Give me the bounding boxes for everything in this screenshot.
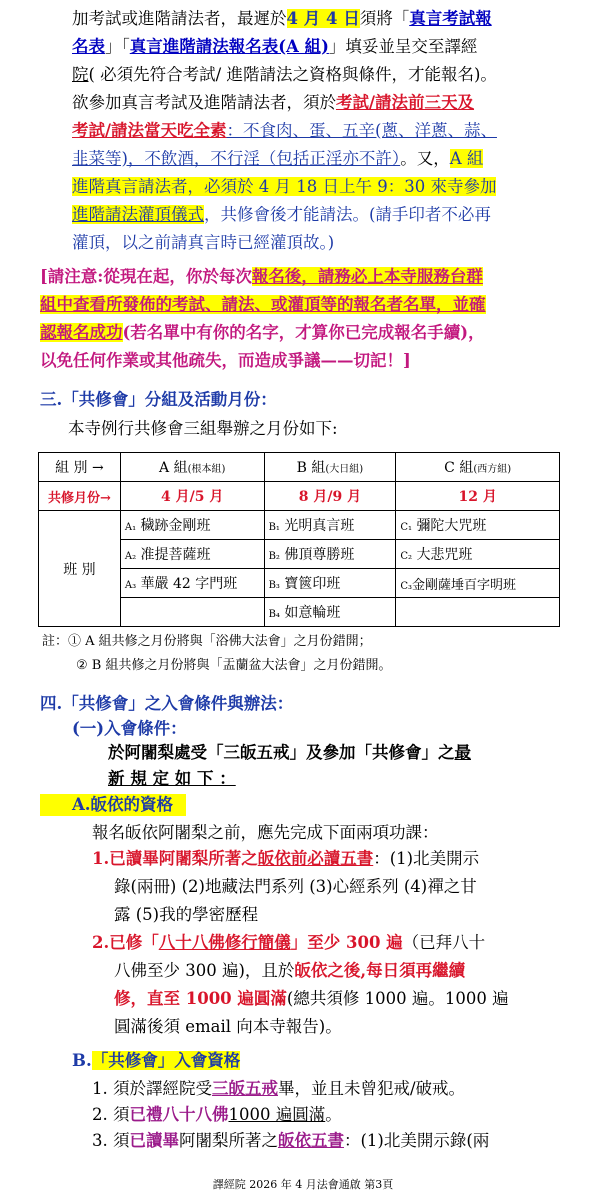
A1-line3: 露 (5)我的學密歷程 — [114, 905, 259, 924]
text: 」填妥並呈交至譯經 — [328, 37, 478, 56]
code: B₃ — [268, 580, 280, 591]
cell-b4 — [264, 598, 396, 627]
notice-line2 — [40, 294, 486, 316]
code: A₁ — [124, 522, 137, 533]
cell-b1 — [264, 511, 396, 540]
A-intro: 報名皈依阿闍梨之前，應先完成下面兩項功課： — [92, 823, 439, 842]
class-label: 班 別 — [39, 511, 121, 627]
text: 已禮八十八佛 — [129, 1105, 229, 1124]
month-b: 8 月/9 月 — [264, 482, 396, 511]
text: 准提菩薩班 — [140, 547, 211, 563]
group-schedule-table — [38, 452, 560, 627]
vegetarian-requirement-a: 考試/請法前三天及 — [336, 93, 475, 112]
text: 「共修會」入會資格 — [91, 1051, 241, 1070]
A-title — [40, 794, 186, 816]
text: 八佛至少 300 遍)，且於 — [114, 961, 295, 980]
form-name-1a: 真言考試報 — [409, 9, 492, 28]
B1-line — [92, 1078, 465, 1100]
code: C₁ — [400, 522, 412, 533]
para1-line4 — [72, 92, 474, 114]
code: B₂ — [268, 551, 280, 562]
text: 組中查看所發佈的考試、請法、或灌頂等的報名者名單，並確 — [40, 295, 486, 314]
text: ，共修會後才能請法。(請手印者不必再 — [204, 205, 491, 224]
text: 華嚴 42 字門班 — [140, 576, 238, 592]
month-c: 12 月 — [396, 482, 560, 511]
cell-a1 — [120, 511, 264, 540]
text: 四. — [40, 694, 63, 713]
group-a-label: A 組 — [449, 149, 484, 168]
text: 於阿闍梨處受「三皈五戒」及參加「共修會」之 — [108, 743, 455, 762]
cell-b2 — [264, 540, 396, 569]
text: 灌頂，以之前請真言時已經灌頂故。) — [72, 233, 335, 252]
section4-lead1 — [108, 742, 471, 764]
text: 」「 — [105, 37, 130, 56]
notice-line3 — [40, 322, 485, 344]
A2-line4: 圓滿後須 email 向本寺報告)。 — [114, 1017, 342, 1036]
form-name-2: 真言進階請法報名表(A 組) — [129, 37, 329, 56]
text: 1. 須於譯經院受 — [92, 1079, 212, 1098]
text: 。又， — [400, 149, 450, 168]
text: (總共須修 1000 遍。1000 遍 — [286, 989, 509, 1008]
text: 2. 須 — [92, 1105, 130, 1124]
text: 已讀畢 — [129, 1131, 179, 1150]
table-row — [39, 511, 560, 540]
para1-line2 — [72, 36, 477, 58]
notice-line1 — [40, 266, 483, 288]
cell-a2 — [120, 540, 264, 569]
B2-line — [92, 1104, 342, 1126]
text: B 組 — [296, 460, 326, 476]
text: 皈依之後,每日須再繼續 — [294, 961, 466, 980]
vegetarian-requirement-b: 考試/請法當天吃全素 — [72, 121, 227, 140]
text: 1000 遍圓滿 — [228, 1105, 326, 1124]
text: 」至少 300 遍 — [290, 933, 403, 952]
text: 3. 須 — [92, 1131, 130, 1150]
text: 。 — [325, 1105, 342, 1124]
text: 進階請法灌頂儀式 — [72, 205, 204, 224]
text: 報名後，請務必上本寺服務台群 — [251, 267, 483, 286]
text: 阿闍梨所著之 — [179, 1131, 278, 1150]
text: 須將「 — [359, 9, 410, 28]
table-header-b — [264, 453, 396, 482]
month-label: 共修月份→ — [39, 482, 121, 511]
section4-heading — [40, 690, 293, 714]
cell-c1 — [396, 511, 560, 540]
text: 已修「 — [109, 933, 159, 952]
B3-line — [92, 1130, 489, 1152]
text: 2. — [92, 933, 110, 952]
para1-line5 — [72, 120, 497, 142]
text: A.皈依的資格 — [72, 795, 174, 814]
note-1: 註：① A 組共修之月份將與「浴佛大法會」之月份錯開； — [42, 634, 372, 649]
para1-line8 — [72, 204, 491, 226]
table-header-group: 組 別 → — [39, 453, 121, 482]
text: 認報名成功 — [40, 323, 123, 342]
text: 八十八佛修行簡儀 — [158, 933, 291, 952]
text: (西方組) — [473, 464, 512, 475]
cell-b3 — [264, 569, 396, 598]
table-header-a — [120, 453, 264, 482]
text: (大日組) — [325, 464, 364, 475]
text: 「共修會」 — [62, 694, 145, 713]
note-2: ② B 組共修之月份將與「盂蘭盆大法會」之月份錯開。 — [76, 658, 392, 673]
month-a: 4 月/5 月 — [120, 482, 264, 511]
para1-line9 — [72, 232, 334, 254]
text: 畢，並且未曾犯戒/破戒。 — [278, 1079, 466, 1098]
form-name-1b: 名表 — [72, 37, 105, 56]
text: 院 — [72, 65, 89, 84]
text: 進階真言請法者，必須於 4 月 18 日上午 9：30 來寺參加 — [72, 177, 497, 196]
cell-a4 — [120, 598, 264, 627]
A2-line2 — [114, 960, 465, 982]
text: 彌陀大咒班 — [416, 518, 487, 534]
A2-line3 — [114, 988, 509, 1010]
para1-line1 — [72, 8, 492, 30]
code: A₃ — [124, 580, 137, 591]
text: 大悲咒班 — [416, 547, 473, 563]
code: B₁ — [268, 522, 280, 533]
text: 寶篋印班 — [284, 576, 341, 592]
text: C 組 — [444, 460, 474, 476]
notice-line4 — [40, 350, 411, 372]
text: A 組 — [159, 460, 188, 476]
text: [請注意:從現在起，你於每次 — [40, 267, 252, 286]
text: ( 必須先符合考試/ 進階請法之資格與條件，才能報名)。 — [88, 65, 497, 84]
text: 皈依前必讀五書 — [257, 849, 374, 868]
text: 「共修會」 — [62, 390, 145, 409]
cell-a3 — [120, 569, 264, 598]
code: C₃ — [400, 580, 412, 592]
table-header-c — [396, 453, 560, 482]
A2-line1 — [92, 932, 485, 954]
A1-line1 — [92, 848, 479, 870]
B-title — [72, 1050, 240, 1072]
section3-intro: 本寺例行共修會三組舉辦之月份如下: — [68, 419, 338, 438]
text: 光明真言班 — [284, 518, 355, 534]
text: 欲參加真言考試及進階請法者，須於 — [72, 93, 336, 112]
text: (若名單中有你的名字，才算你已完成報名手續)， — [122, 323, 485, 342]
cell-c2 — [396, 540, 560, 569]
page-footer: 譯經院 2026 年 4 月法會通啟 第3頁 — [212, 1178, 394, 1191]
text: （已拜八十 — [402, 933, 486, 952]
text: 三. — [40, 390, 63, 409]
text: 1. — [92, 849, 110, 868]
text: ：(1)北美開示錄(兩 — [344, 1131, 490, 1150]
text: 已讀畢阿闍梨所著之 — [109, 849, 258, 868]
text: ：不食肉、蛋、五辛(蔥、洋蔥、蒜、 — [226, 121, 497, 140]
date-deadline: 4 月 4 日 — [286, 9, 360, 28]
text: B. — [72, 1051, 92, 1070]
para1-line3 — [72, 64, 497, 86]
text: 穢跡金剛班 — [140, 518, 211, 534]
text: 佛頂尊勝班 — [284, 547, 355, 563]
section4-lead2: 新 規 定 如 下 ： — [108, 769, 236, 788]
table-header-row — [39, 453, 560, 482]
cell-c4 — [396, 598, 560, 627]
text: 最 — [454, 743, 471, 762]
section3-heading — [40, 386, 277, 410]
text: 三皈五戒 — [212, 1079, 278, 1098]
text: 皈依五書 — [278, 1131, 344, 1150]
text: 分組及活動月份： — [144, 390, 277, 409]
para1-line7 — [72, 176, 496, 198]
text: 修，直至 1000 遍圓滿 — [114, 989, 287, 1008]
code: A₂ — [124, 551, 137, 562]
A1-line2: 錄(兩冊) (2)地藏法門系列 (3)心經系列 (4)禪之甘 — [114, 877, 477, 896]
text: 如意輪班 — [284, 605, 341, 621]
code: C₂ — [400, 551, 412, 562]
cell-c3 — [396, 569, 560, 598]
table-month-row — [39, 482, 560, 511]
section4-sub1: (一)入會條件： — [72, 719, 187, 738]
text: 加考試或進階請法者，最遲於 — [72, 9, 287, 28]
text: (根本組) — [187, 464, 226, 475]
code: B₄ — [268, 609, 280, 620]
text: 韭菜等)，不飲酒，不行淫（包括正淫亦不許） — [72, 149, 401, 168]
para1-line6 — [72, 148, 483, 170]
text: 之入會條件與辦法： — [144, 694, 294, 713]
text: ：(1)北美開示 — [373, 849, 480, 868]
text: 以免任何作業或其他疏失，而造成爭議——切記！] — [40, 351, 411, 370]
text: 金剛薩埵百字明班 — [411, 577, 516, 593]
